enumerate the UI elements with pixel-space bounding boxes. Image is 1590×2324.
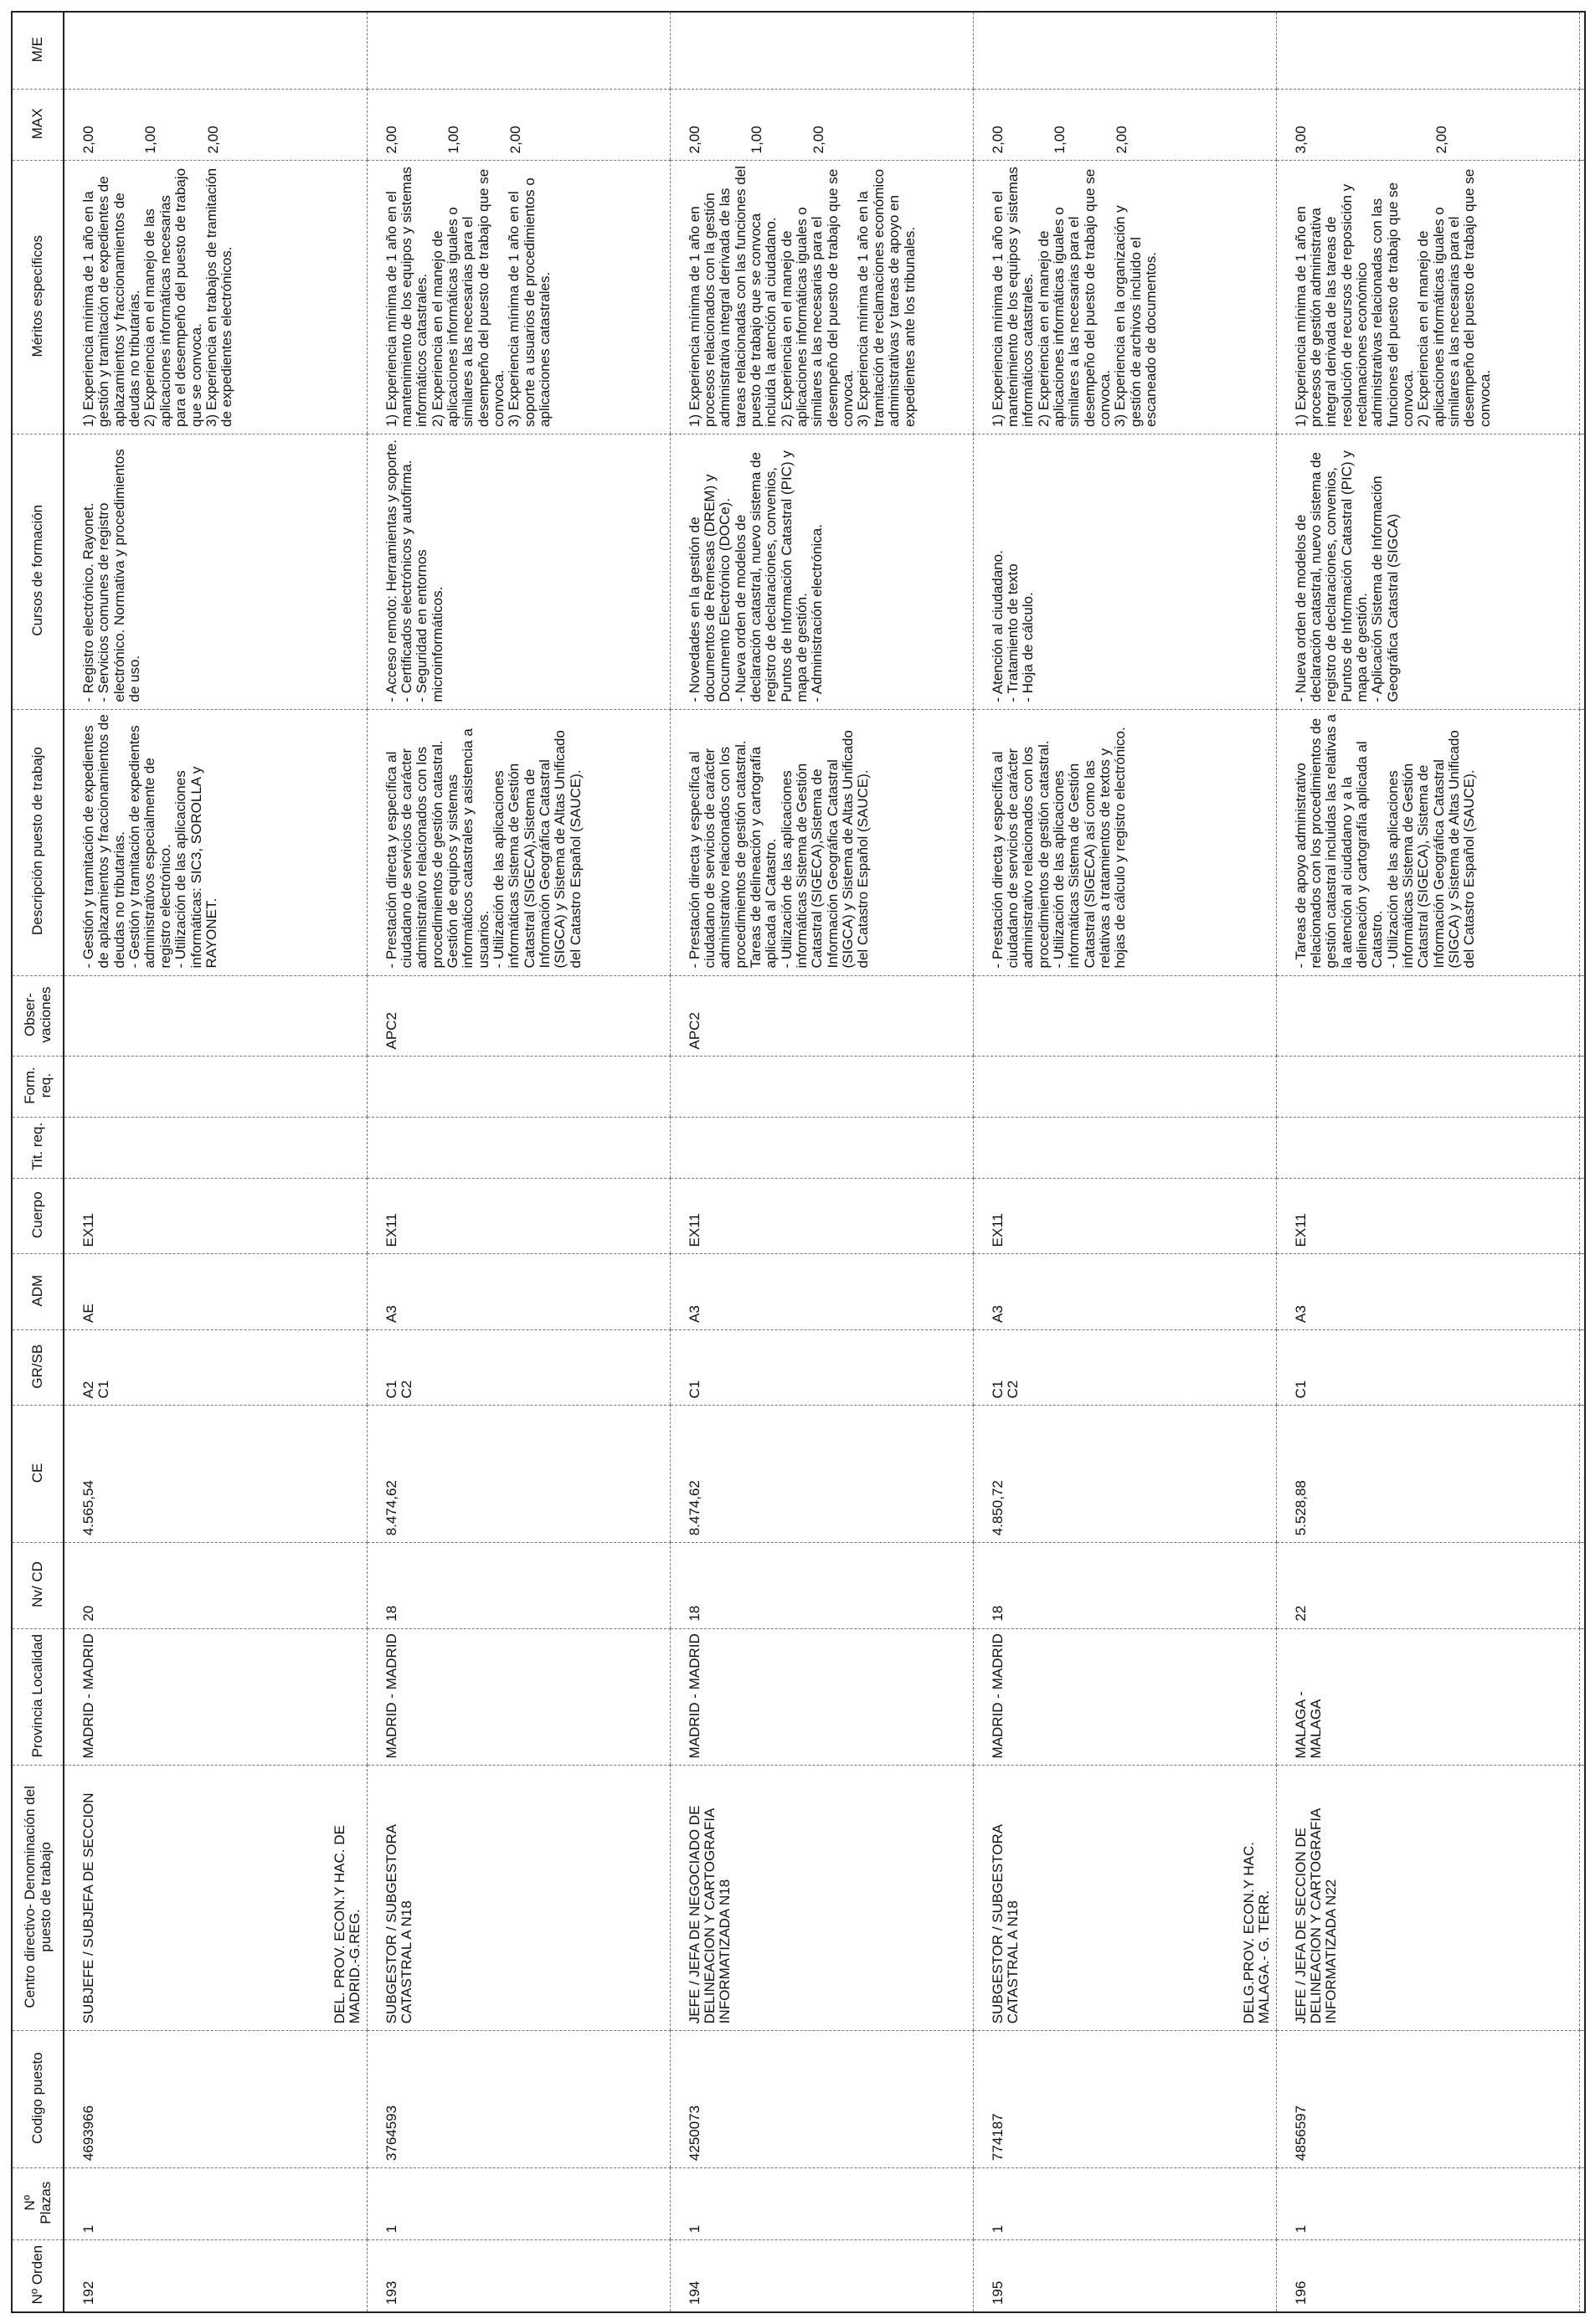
max-value: 2,00: [686, 126, 702, 154]
merito-item: 3) Experiencia mínima de 1 año en la tramitación de reclamaciones económico administrativas y tareas de apoyo en expedientes ante los tribunales.: [855, 168, 918, 427]
header-max: MAX: [12, 90, 64, 161]
cell-provincia: MADRID - MADRID: [367, 1628, 670, 1766]
cell-grupo: C1: [1276, 1329, 1579, 1406]
filler-cell: [1579, 1766, 1585, 2031]
max-value: 2,00: [989, 126, 1006, 154]
cell-max: [367, 90, 670, 161]
cell-titulacion: [64, 1117, 367, 1178]
cell-observaciones: APC2: [670, 975, 973, 1057]
header-codigo: Codigo puesto: [12, 2031, 64, 2168]
max-value: 2,00: [810, 126, 827, 154]
cell-formacion: [367, 1057, 670, 1117]
max-value: 2,00: [507, 126, 524, 154]
header-meritos: Méritos específicos: [12, 161, 64, 434]
max-value: 1,00: [748, 126, 764, 154]
cell-cuerpo: EX11: [367, 1178, 670, 1254]
cell-cursos: - Nueva orden de modelos de declaración catastral, nuevo sistema de registro de declaraciones, convenios, Puntos de Información Catastral (PIC) y mapa de gestión. - Aplicación Sistema de Información Geográfica Catastral (SIGCA): [1276, 434, 1579, 709]
cell-grupo: C1 C2: [973, 1329, 1276, 1406]
filler-cell: [1579, 90, 1585, 161]
max-value: 2,00: [1114, 126, 1130, 154]
header-grupo: GR/SB: [12, 1329, 64, 1406]
cell-observaciones: [973, 975, 1276, 1057]
cell-plazas: 1: [367, 2168, 670, 2240]
max-value: 2,00: [204, 126, 221, 154]
centro-directivo-text: DEL. PROV. ECON.Y HAC. DE MADRID.-G.REG.: [331, 1825, 363, 2024]
cell-centro: [1276, 1766, 1579, 2031]
cell-adm: A3: [367, 1254, 670, 1330]
cell-max: [973, 90, 1276, 161]
cell-observaciones: APC2: [367, 975, 670, 1057]
cell-plazas: 1: [670, 2168, 973, 2240]
cell-nivel: 18: [367, 1543, 670, 1628]
merito-item: 1) Experiencia mínima de 1 año en la gestión y tramitación de expedientes de aplazamientos y fraccionamientos de deudas no tributarias.: [80, 176, 143, 427]
header-adm: ADM: [12, 1254, 64, 1330]
cell-orden: 193: [367, 2240, 670, 2312]
header-formacion: Form. req.: [12, 1057, 64, 1117]
max-value: 2,00: [80, 126, 96, 154]
cell-ce: 4.565,54: [64, 1406, 367, 1543]
merito-item: 2) Experiencia en el manejo de aplicaciones informáticas iguales o similares a las necesarias para el desempeño del puesto de trabajo que se convoca.: [778, 168, 857, 427]
cell-titulacion: [367, 1117, 670, 1178]
header-plazas: Nº Plazas: [12, 2168, 64, 2240]
cell-adm: AE: [64, 1254, 367, 1330]
cell-nivel: 18: [670, 1543, 973, 1628]
max-value: 1,00: [445, 126, 461, 154]
table-filler-row: [1579, 12, 1585, 2312]
filler-cell: [1579, 1406, 1585, 1543]
header-me: M/E: [12, 12, 64, 90]
header-nivel: Nv/ CD: [12, 1543, 64, 1628]
header-ce: CE: [12, 1406, 64, 1543]
cell-ce: 5.528,88: [1276, 1406, 1579, 1543]
max-value: 3,00: [1292, 126, 1309, 154]
puesto-denominacion-text: SUBJEFE / SUBJEFA DE SECCION: [80, 1792, 96, 2024]
filler-cell: [1579, 1117, 1585, 1178]
filler-cell: [1579, 1057, 1585, 1117]
cell-cursos: - Acceso remoto: Herramientas y soporte. - Certificados electrónicos y autofirma. - Seguridad en entornos microinformáticos.: [367, 434, 670, 709]
cell-orden: 195: [973, 2240, 1276, 2312]
merito-item: 3) Experiencia en trabajos de tramitación de expedientes electrónicos.: [203, 167, 235, 427]
cell-meritos: [367, 161, 670, 434]
cell-cursos: - Novedades en la gestión de documentos de Remesas (DREM) y Documento Electrónico (DOCe). - Nueva orden de modelos de declaración catastral, nuevo sistema de registro de declaraciones, convenios, Puntos de Información Catastral (PIC) y mapa de gestión. - Administración electrónica.: [670, 434, 973, 709]
cell-me: [973, 12, 1276, 90]
cell-formacion: [973, 1057, 1276, 1117]
cell-codigo: 774187: [973, 2031, 1276, 2168]
table-row: [973, 12, 1276, 2312]
cell-orden: 196: [1276, 2240, 1579, 2312]
cell-nivel: 18: [973, 1543, 1276, 1628]
merito-item: 2) Experiencia en el manejo de aplicaciones informáticas iguales o similares a las necesarias para el desempeño del puesto de trabajo que se convoca.: [429, 168, 507, 427]
merito-item: 1) Experiencia mínima de 1 año en procesos relacionados con la gestión administrativa integral derivada de las tareas relacionadas con las funciones del puesto de trabajo que se convoca incluida la atención al ciudadano.: [686, 166, 780, 427]
cell-max: [670, 90, 973, 161]
header-cursos: Cursos de formación: [12, 434, 64, 709]
cell-cuerpo: EX11: [64, 1178, 367, 1254]
cell-cuerpo: EX11: [670, 1178, 973, 1254]
cell-plazas: 1: [64, 2168, 367, 2240]
cell-ce: 8.474,62: [367, 1406, 670, 1543]
filler-cell: [1579, 434, 1585, 709]
cell-adm: A3: [670, 1254, 973, 1330]
cell-provincia: MADRID - MADRID: [64, 1628, 367, 1766]
merito-item: 2) Experiencia en el manejo de las aplicaciones informáticas necesarias para el desempeño del puesto de trabajo que se convoca.: [142, 167, 204, 427]
job-positions-table: [11, 11, 1586, 2313]
cell-me: [670, 12, 973, 90]
filler-cell: [1579, 161, 1585, 434]
merito-item: 1) Experiencia mínima de 1 año en procesos de gestión administrativa integral derivada de las tareas de resolución de recursos de reposición y reclamaciones económico administrativas relacionadas con las funciones del puesto de trabajo que se convoca.: [1292, 182, 1417, 427]
cell-centro: [973, 1766, 1276, 2031]
cell-formacion: [670, 1057, 973, 1117]
cell-provincia: MADRID - MADRID: [973, 1628, 1276, 1766]
rotated-table-page: [11, 11, 1579, 2313]
cell-centro: [64, 1766, 367, 2031]
cell-codigo: 4856597: [1276, 2031, 1579, 2168]
cell-centro: [670, 1766, 973, 2031]
cell-me: [64, 12, 367, 90]
puesto-denominacion-text: JEFE / JEFA DE SECCION DE DELINEACION Y CARTOGRAFIA INFORMATIZADA N22: [1292, 1808, 1340, 2024]
filler-cell: [1579, 1543, 1585, 1628]
cell-grupo: C1: [670, 1329, 973, 1406]
cell-titulacion: [670, 1117, 973, 1178]
cell-ce: 8.474,62: [670, 1406, 973, 1543]
header-cuerpo: Cuerpo: [12, 1178, 64, 1254]
header-titulacion: Tit. req.: [12, 1117, 64, 1178]
cell-meritos: [670, 161, 973, 434]
cell-codigo: 4250073: [670, 2031, 973, 2168]
puesto-denominacion-text: JEFE / JEFA DE NEGOCIADO DE DELINEACION Y CARTOGRAFIA INFORMATIZADA N18: [686, 1805, 733, 2024]
merito-item: 1) Experiencia mínima de 1 año en el mantenimiento de los equipos y sistemas informáticos catastrales.: [383, 167, 430, 427]
puesto-denominacion-text: SUBGESTOR / SUBGESTORA CATASTRAL A N18: [383, 1824, 414, 2024]
cell-orden: 192: [64, 2240, 367, 2312]
merito-item: 2) Experiencia en el manejo de aplicaciones informáticas iguales o similares a las necesarias para el desempeño del puesto de trabajo que se convoca.: [1035, 168, 1114, 427]
puesto-denominacion-text: SUBGESTOR / SUBGESTORA CATASTRAL A N18: [989, 1824, 1021, 2024]
cell-meritos: [1276, 161, 1579, 434]
cell-grupo: C1 C2: [367, 1329, 670, 1406]
cell-formacion: [64, 1057, 367, 1117]
merito-item: 1) Experiencia mínima de 1 año en el mantenimiento de los equipos y sistemas informáticos catastrales.: [989, 167, 1037, 427]
max-value: 1,00: [1051, 126, 1068, 154]
cell-grupo: A2 C1: [64, 1329, 367, 1406]
filler-cell: [1579, 1329, 1585, 1406]
cell-cuerpo: EX11: [1276, 1178, 1579, 1254]
header-orden: Nº Orden: [12, 2240, 64, 2312]
cell-observaciones: [64, 975, 367, 1057]
cell-codigo: 3764593: [367, 2031, 670, 2168]
max-value: 2,00: [383, 126, 399, 154]
filler-cell: [1579, 2240, 1585, 2312]
merito-item: 2) Experiencia en el manejo de aplicaciones informáticas iguales o similares a las necesarias para el desempeño del puesto de trabajo que se convoca.: [1415, 168, 1493, 427]
cell-descripcion: - Prestación directa y específica al ciudadano de servicios de carácter administrativo relacionados con los procedimientos de gestión catastral. Gestión de equipos y sistemas informáticos catastrales y asistencia a usuarios. - Utilización de las aplicaciones informáticas Sistema de Gestión Catastral (SIGECA),Sistema de Información Geográfica Catastral (SIGCA) y Sistema de Altas Unificado del Catastro Español (SAUCE).: [367, 709, 670, 975]
cell-descripcion: - Tareas de apoyo administrativo relacionados con los procedimientos de gestión catastral incluidas las relativas a la atención al ciudadano y a la delineación y cartografía aplicada al Catastro. - Utilización de las aplicaciones informáticas Sistema de Gestión Catastral (SIGECA), Sistema de Información Geográfica Catastral (SIGCA) y Sistema de Altas Unificado del Catastro Español (SAUCE).: [1276, 709, 1579, 975]
filler-cell: [1579, 709, 1585, 975]
cell-plazas: 1: [973, 2168, 1276, 2240]
cell-cursos: - Registro electrónico. Rayonet. - Servicios comunes de registro electrónico. Normativa y procedimientos de uso.: [64, 434, 367, 709]
table-row: [670, 12, 973, 2312]
filler-cell: [1579, 1628, 1585, 1766]
filler-cell: [1579, 2031, 1585, 2168]
table-row: [64, 12, 367, 2312]
filler-cell: [1579, 2168, 1585, 2240]
filler-cell: [1579, 1254, 1585, 1330]
cell-adm: A3: [1276, 1254, 1579, 1330]
cell-provincia: MADRID - MADRID: [670, 1628, 973, 1766]
cell-descripcion: - Prestación directa y específica al ciudadano de servicios de carácter administrativo relacionados con los procedimientos de gestión catastral. Tareas de delineación y cartografía aplicada al Catastro. - Utilización de las aplicaciones informáticas Sistema de Gestión Catastral (SIGECA),Sistema de Información Geográfica Catastral (SIGCA) y Sistema de Altas Unificado del Catastro Español (SAUCE).: [670, 709, 973, 975]
table-row: [367, 12, 670, 2312]
cell-descripcion: - Gestión y tramitación de expedientes de aplazamientos y fraccionamientos de deudas no tributarias. - Gestión y tramitación de expedientes administrativos especialmente de registro electrónico. - Utilización de las aplicaciones informáticas: SIC3, SOROLLA y RAYONET.: [64, 709, 367, 975]
cell-ce: 4.850,72: [973, 1406, 1276, 1543]
cell-meritos: [973, 161, 1276, 434]
cell-max: [64, 90, 367, 161]
table-row: [1276, 12, 1579, 2312]
header-observaciones: Obser- vaciones: [12, 975, 64, 1057]
cell-descripcion: - Prestación directa y específica al ciudadano de servicios de carácter administrativo relacionados con los procedimientos de gestión catastral. - Utilización de las aplicaciones informáticas Sistema de Gestión Catastral (SIGECA) así como las relativas a tratamientos de textos y hojas de cálculo y registro electrónico.: [973, 709, 1276, 975]
centro-directivo-text: DELG.PROV. ECON.Y HAC. MALAGA.- G. TERR.: [1240, 1842, 1273, 2024]
header-descripcion: Descripción puesto de trabajo: [12, 709, 64, 975]
cell-cursos: - Atención al ciudadano. - Tratamiento de texto - Hoja de cálculo.: [973, 434, 1276, 709]
cell-nivel: 20: [64, 1543, 367, 1628]
merito-item: 3) Experiencia mínima de 1 año en el soporte a usuarios de procedimientos o aplicaciones catastrales.: [506, 177, 553, 427]
cell-formacion: [1276, 1057, 1579, 1117]
cell-plazas: 1: [1276, 2168, 1579, 2240]
max-value: 1,00: [142, 126, 159, 154]
cell-cuerpo: EX11: [973, 1178, 1276, 1254]
filler-cell: [1579, 12, 1585, 90]
cell-adm: A3: [973, 1254, 1276, 1330]
cell-codigo: 4693966: [64, 2031, 367, 2168]
filler-cell: [1579, 975, 1585, 1057]
cell-centro: [367, 1766, 670, 2031]
cell-me: [1276, 12, 1579, 90]
filler-cell: [1579, 1178, 1585, 1254]
cell-me: [367, 12, 670, 90]
header-provincia: Provincia Localidad: [12, 1628, 64, 1766]
cell-max: [1276, 90, 1579, 161]
header-row: [12, 12, 64, 2312]
max-value: 2,00: [1433, 126, 1449, 154]
cell-orden: 194: [670, 2240, 973, 2312]
cell-observaciones: [1276, 975, 1579, 1057]
cell-titulacion: [973, 1117, 1276, 1178]
cell-provincia: MALAGA - MALAGA: [1276, 1628, 1579, 1766]
header-centro: Centro directivo- Denominación del puesto de trabajo: [12, 1766, 64, 2031]
cell-titulacion: [1276, 1117, 1579, 1178]
merito-item: 3) Experiencia en la organización y gestión de archivos incluido el escaneado de documentos.: [1112, 205, 1160, 427]
cell-nivel: 22: [1276, 1543, 1579, 1628]
cell-meritos: [64, 161, 367, 434]
